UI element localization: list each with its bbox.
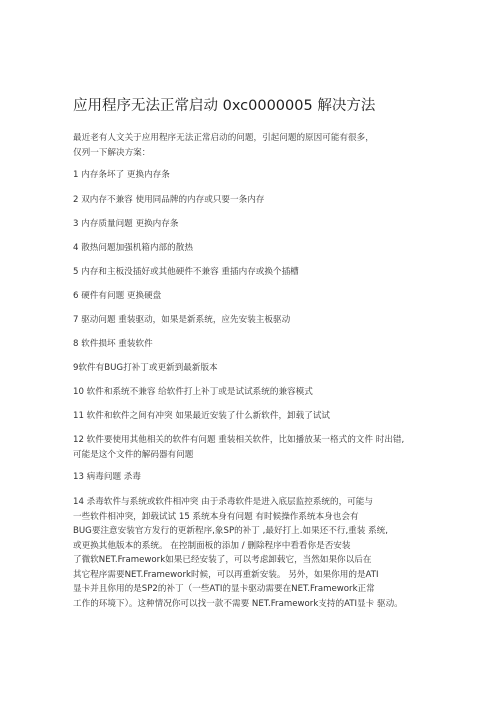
list-item-text: 或更换其他版本的系统。 在控制面板的添加 / 删除程序中看看你是否安装 [73,540,351,551]
list-item-text: 4 散热问题加强机箱内部的散热 [73,243,193,253]
list-item-6 [73,289,433,304]
list-item-text: BUG要注意安装官方发行的更新程序,象SP的补丁 ,最好打上.如果还不行,重装 系统, [73,526,389,536]
list-item-1 [73,168,433,183]
list-item-text: 11 软件和软件之间有冲突 如果最近安装了什么新软件，卸载了试试 [73,411,331,421]
document-title: 应用程序无法正常启动 0xc0000005 解决方法 [73,98,376,114]
list-item-text: 一些软件相冲突，卸载试试 15 系统本身有问题 有时候操作系统本身也会有 [73,511,359,522]
list-item-text: 可能是这个文件的解码器有问题 [73,449,194,460]
list-item-text: 12 软件要使用其他相关的软件有问题 重装相关软件，比如播放某一格式的文件 时出错, [73,435,405,445]
list-item-text: 了微软NET.Framework如果已经安装了，可以考虑卸载它，当然如果你以后在 [73,555,372,565]
list-item-14 [73,495,433,611]
list-item-4 [73,241,433,256]
list-item-13 [73,470,433,485]
intro-paragraph [73,131,433,160]
list-item-text: 7 驱动问题 重装驱动，如果是新系统，应先安装主板驱动 [73,315,291,325]
intro-line-2: 仅列一下解决方案： [73,147,151,158]
intro-line-1: 最近老有人文关于应用程序无法正常启动的问题，引起问题的原因可能有很多， [73,133,374,143]
list-item-text: 14 杀毒软件与系统或软件相冲突 由于杀毒软件是进入底层监控系统的，可能与 [73,497,373,507]
list-item-text: 其它程序需要NET.Framework时候，可以再重新安装。 另外，如果你用的是ATI [73,569,379,580]
list-item-text: 8 软件损坏 重装软件 [73,339,153,349]
list-item-text: 工作的环境下）。这种情况你可以找一款不需要 NET.Framework支持的ATI显卡 驱动。 [73,598,403,609]
list-item-text: 9软件有BUG打补丁或更新到最新版本 [73,363,218,373]
list-item-text: 显卡并且你用的是SP2的补丁（一些ATI的显卡驱动需要在NET.Framework正常 [73,584,375,594]
list-item-text: 2 双内存不兼容 使用同品牌的内存或只要一条内存 [73,195,265,205]
list-item-12 [73,433,433,462]
list-item-9 [73,361,433,376]
list-item-3 [73,217,433,232]
list-item-5 [73,265,433,280]
list-item-2 [73,193,433,208]
list-item-text: 13 病毒问题 杀毒 [73,472,141,482]
list-item-8 [73,337,433,352]
list-item-10 [73,385,433,400]
list-item-text: 5 内存和主板没插好或其他硬件不兼容 重插内存或换个插槽 [73,267,299,277]
list-item-text: 3 内存质量问题 更换内存条 [73,219,179,229]
list-item-11 [73,409,433,424]
list-item-text: 6 硬件有问题 更换硬盘 [73,291,162,301]
list-item-7 [73,313,433,328]
list-item-text: 1 内存条坏了 更换内存条 [73,170,170,180]
list-item-text: 10 软件和系统不兼容 给软件打上补丁或是试试系统的兼容模式 [73,387,313,397]
